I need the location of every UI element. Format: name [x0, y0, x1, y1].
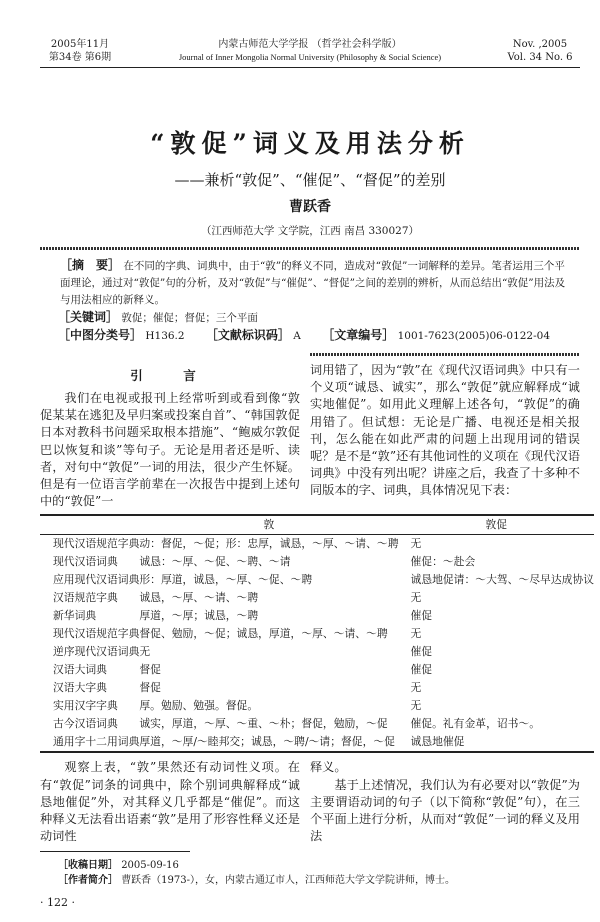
analysis-paragraph-2: 基于上述情况，我们认为有必要对以“敦促”为主要谓语动词的句子（以下简称“敦促”句），在三个平面上进行分析，从而对“敦促”一词的释义及用法: [310, 777, 580, 844]
classification: [58, 327, 580, 345]
intro-paragraph-1: 我们在电视或报刊上经常听到或看到像“敦促某某在逃犯及早归案或投案自首”、“韩国敦促日本对教科书问题采取根本措施”、“鲍威尔敦促巴以恢复和谈”等句子。无论是用者还是听、读者，对句中“敦促”一词的用法，很少产生怀疑。但是有一位语言学前辈在一次报告中提到上述句中的“敦促”一: [40, 391, 300, 509]
dunchu-definition-cell: 无: [410, 537, 422, 551]
dictionary-name-cell: 应用现代汉语词典: [53, 573, 140, 587]
dunchu-definition-cell: 无: [410, 591, 422, 605]
table-row: [40, 679, 594, 697]
intro-left-column: [40, 349, 300, 510]
dictionary-name-cell: 汉语大词典: [53, 663, 107, 677]
doc-code-value: A: [293, 330, 301, 342]
dun-definition-cell: 督促: [139, 663, 161, 677]
volume-en: Vol. 34 No. 6: [507, 52, 573, 63]
dun-definition-cell: 厚道，～厚；诚恳，～聘: [139, 609, 259, 623]
table-row: [40, 535, 594, 554]
table-row: [40, 643, 594, 661]
keywords-text: 敦促；催促；督促；三个平面: [121, 312, 258, 324]
dunchu-definition-cell: 催促。礼有金革，诏书～。: [410, 717, 541, 731]
article-no-label: ［文章编号］: [322, 328, 395, 342]
dunchu-definition-cell: 催促：～赴会: [410, 555, 476, 569]
dun-definition-cell: 形：厚道，诚恳，～厚、～促、～聘: [139, 573, 313, 587]
analysis-right-column: [310, 759, 580, 845]
dunchu-definition-cell: 无: [410, 627, 422, 641]
analysis-paragraph-1: 观察上表，“敦”果然还有动词性义项。在有“敦促”词条的词典中，除个别词典解释成“诚恳地催促”外，对其释义几乎都是“催促”。而这种释义无法看出语素“敦”是用了形容性释义还是动词性: [40, 760, 300, 844]
table-row: [40, 553, 594, 571]
received-date: 2005-09-16: [121, 860, 179, 872]
table-row: [40, 697, 594, 715]
abstract-label: ［摘 要］: [60, 258, 121, 272]
footnote-rule: [40, 851, 190, 852]
received-label: ［收稿日期］: [58, 860, 118, 872]
article-subtitle: ——兼析“敦促”、“催促”、“督促”的差别: [174, 171, 446, 189]
dunchu-definition-cell: 诚恳地催促: [399, 733, 595, 752]
dunchu-definition-cell: 诚恳地促请：～大驾、～尽早达成协议: [410, 573, 595, 587]
wavy-divider-bottom: [310, 353, 580, 356]
dunchu-definition-cell: 催促: [410, 645, 433, 659]
issue-date-en: [500, 38, 580, 64]
dunchu-definition-cell: 无: [410, 681, 422, 695]
dictionary-name-cell: 现代汉语规范字典: [53, 627, 140, 641]
author-bio: 曹跃香（1973-），女，内蒙古通辽市人，江西师范大学文学院讲师，博士。: [121, 875, 456, 887]
dun-definition-cell: 诚恳，～厚、～请、～聘: [139, 591, 259, 605]
running-header: [40, 38, 580, 64]
dunchu-definition-cell: 催促: [410, 663, 433, 677]
bio-label: ［作者简介］: [58, 875, 118, 887]
clc-label: ［中图分类号］: [58, 328, 143, 342]
journal-cn: 内蒙古师范大学学报 （哲学社会科学版）: [218, 39, 402, 50]
dun-definition-cell: 诚恳：～厚、～促、～聘、～请: [139, 555, 291, 569]
dictionary-name-cell: 汉语大字典: [53, 681, 107, 695]
table-row: [40, 733, 594, 752]
dun-definition-cell: 厚道，～厚/～睦邦交；诚恳，～聘/～请；督促，～促: [139, 733, 398, 752]
table-header-dictionary: [40, 515, 139, 535]
journal-en: Journal of Inner Mongolia Normal University (Philosophy & Social Science): [178, 52, 442, 62]
wavy-divider-top: [40, 247, 580, 250]
dictionary-name-cell: 新华词典: [53, 609, 97, 623]
paper-page: [40, 0, 595, 922]
article-no-value: 1001-7623(2005)06-0122-04: [397, 330, 551, 342]
analysis-left-column: [40, 759, 300, 845]
abstract-text: 在不同的字典、词典中，由于“敦”的释义不同，造成对“敦促”一词解释的差异。笔者运用三个平面理论，通过对“敦促”句的分析，及对“敦促”与“催促”、“督促”之间的差别的辨析，从而总结出“敦促”用法及与用法相应的新释义。: [60, 260, 566, 306]
table-header-dunchu: 敦促: [399, 515, 595, 535]
keywords-label: ［关键词］: [58, 310, 119, 324]
date-en: Nov. ,2005: [512, 39, 568, 50]
dictionary-name-cell: 逆序现代汉语词典: [53, 645, 140, 659]
analysis-section: [40, 759, 580, 845]
clc-value: H136.2: [145, 330, 185, 342]
doc-code-label: ［文献标识码］: [205, 328, 290, 342]
page-number: · 122 ·: [40, 896, 75, 910]
table-row: [40, 625, 594, 643]
dun-definition-cell: 无: [139, 645, 151, 659]
section-heading-intro: 引 言: [130, 368, 210, 383]
table-row: [40, 607, 594, 625]
issue-date-cn: [40, 38, 120, 64]
dun-definition-cell: 督促: [139, 681, 161, 695]
keywords: [58, 309, 580, 327]
dictionary-comparison-table: [40, 514, 594, 753]
dictionary-name-cell: 实用汉字字典: [53, 699, 118, 713]
intro-section: [40, 349, 580, 510]
table-header-dun: 敦: [139, 515, 398, 535]
table-row: [40, 589, 594, 607]
dictionary-name-cell: 古今汉语词典: [53, 717, 118, 731]
affiliation: （江西师范大学 文学院，江西 南昌 330027）: [200, 225, 420, 237]
dun-definition-cell: 动：督促，～促；形：忠厚，诚恳，～厚、～请、～聘: [139, 537, 399, 551]
dun-definition-cell: 厚。勉励、勉强。督促。: [139, 699, 259, 713]
dictionary-name-cell: 通用字十二用词典: [40, 733, 139, 752]
journal-name: [130, 38, 490, 64]
table-row: [40, 715, 594, 733]
intro-right-column: [310, 349, 580, 510]
article-title: “敦促”词义及用法分析: [150, 129, 470, 158]
dictionary-name-cell: 现代汉语规范字典: [53, 537, 140, 551]
table-row: [40, 571, 594, 589]
date-cn: 2005年11月: [50, 39, 110, 50]
author: 曹跃香: [289, 199, 331, 215]
table-row: [40, 661, 594, 679]
dictionary-name-cell: 汉语规范字典: [53, 591, 118, 605]
dictionary-name-cell: 现代汉语词典: [53, 555, 118, 569]
abstract: [60, 257, 568, 309]
dunchu-definition-cell: 催促: [410, 609, 433, 623]
intro-paragraph-2: 词用错了，因为“敦”在《现代汉语词典》中只有一个义项“诚恳、诚实”，那么“敦促”就应解释成“诚实地催促”。如用此义理解上述各句，“敦促”的确用错了。但试想：无论是广播、电视还是相关报刊，怎么能在如此严肃的问题上出现用词的错误呢？是不是“敦”还有其他词性的义项在《现代汉语词典》中没有列出呢？讲座之后，我查了十多种不同版本的字、词典，具体情况见下表：: [310, 363, 580, 498]
dunchu-definition-cell: 无: [410, 699, 422, 713]
dun-definition-cell: 诚实，厚道，～厚、～重、～朴；督促，勉励，～促: [139, 717, 388, 731]
analysis-paragraph-1-end: 释义。: [310, 760, 347, 775]
header-rule: [40, 67, 580, 68]
footnote: [58, 858, 580, 888]
dun-definition-cell: 督促、勉励，～促；诚恳，厚道，～厚、～请、～聘: [139, 627, 388, 641]
table-header-row: [40, 515, 594, 535]
volume-cn: 第34卷 第6期: [48, 52, 112, 63]
